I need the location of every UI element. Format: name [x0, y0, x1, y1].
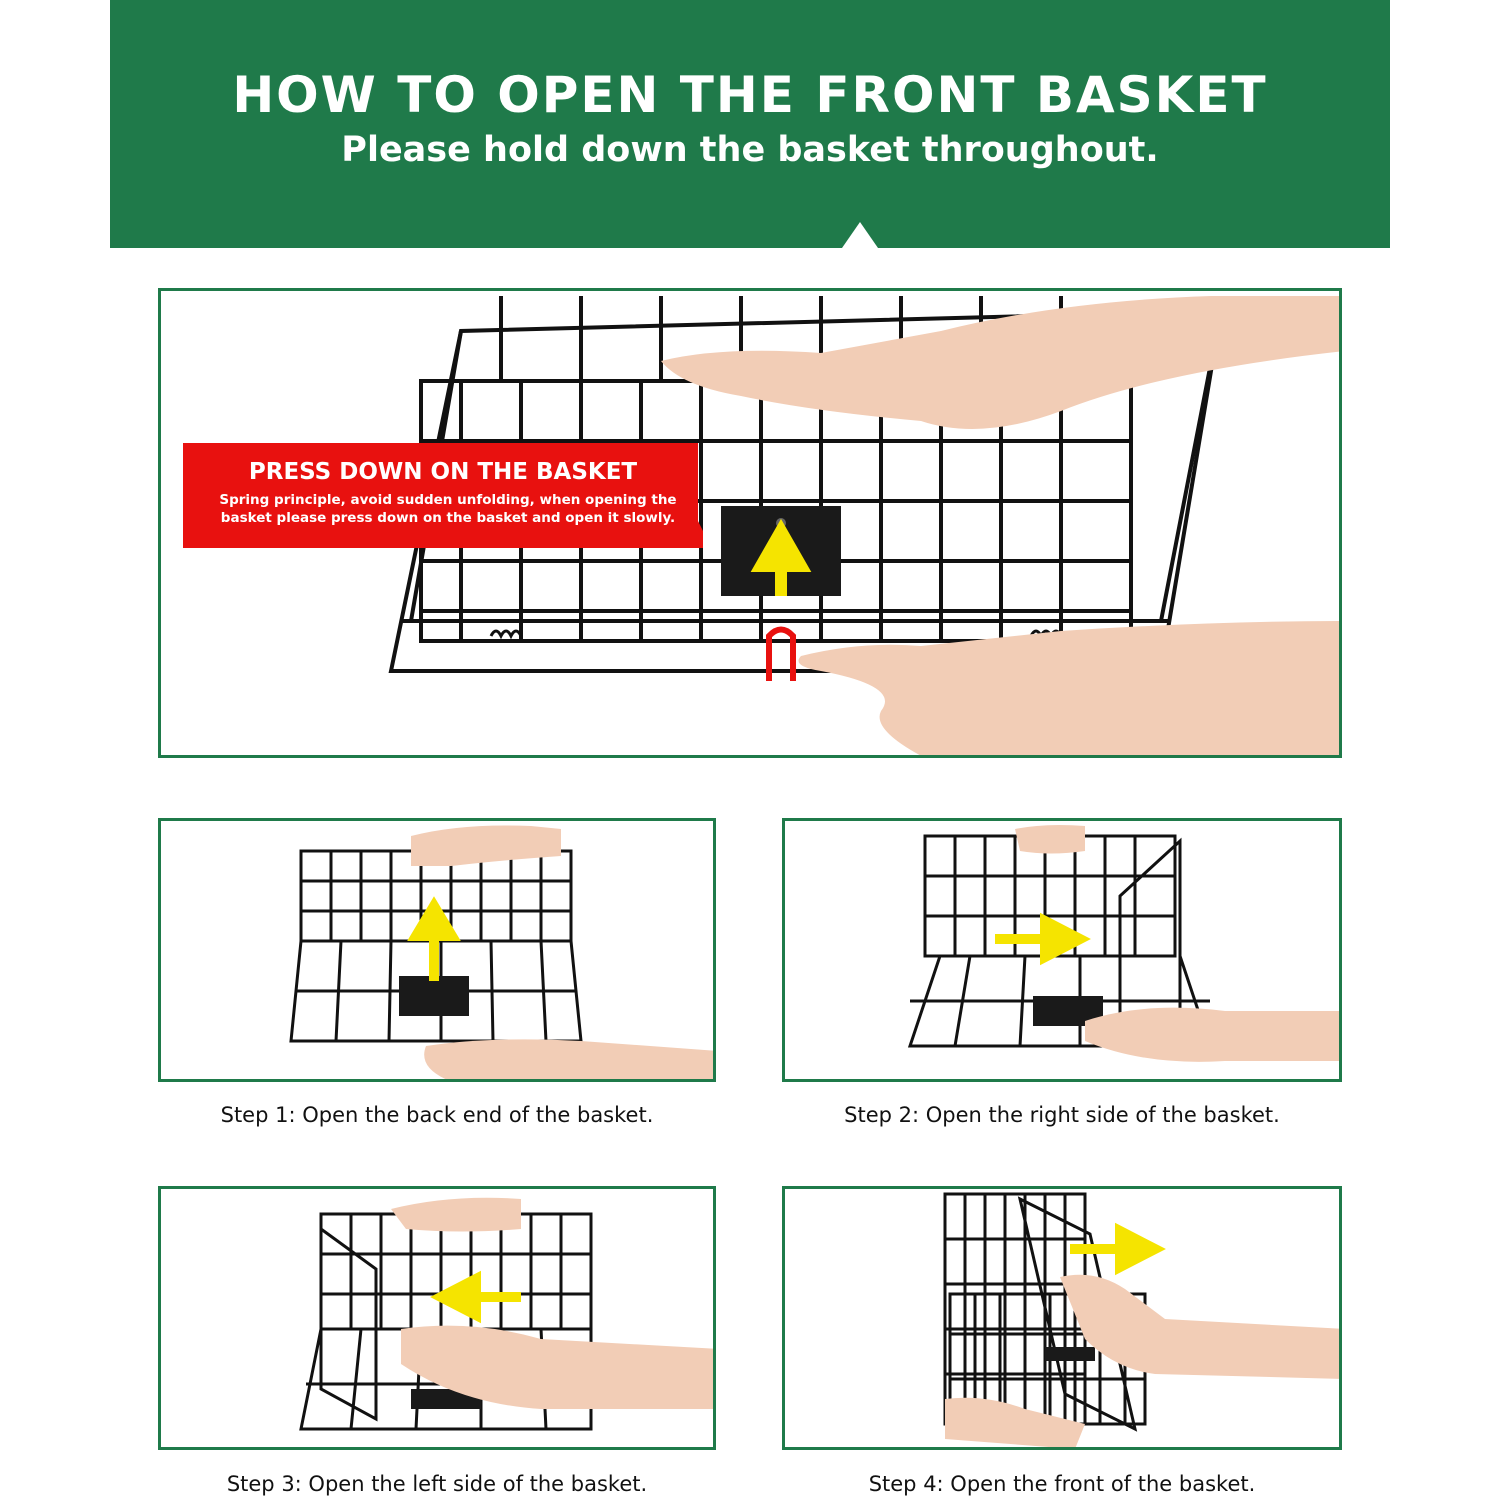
page-title: HOW TO OPEN THE FRONT BASKET [232, 66, 1268, 124]
page-subtitle: Please hold down the basket throughout. [341, 130, 1159, 170]
step-4-panel [782, 1186, 1342, 1450]
header-banner [110, 0, 1390, 248]
banner-notch [842, 222, 878, 248]
step-3-caption: Step 3: Open the left side of the basket. [226, 1472, 648, 1496]
step-4-caption: Step 4: Open the front of the basket. [868, 1472, 1256, 1496]
step-3-illustration [161, 1189, 716, 1450]
step-2-panel [782, 818, 1342, 1082]
step-3-panel [158, 1186, 716, 1450]
step-1-panel [158, 818, 716, 1082]
step-1-caption: Step 1: Open the back end of the basket. [220, 1103, 654, 1127]
step-4-illustration [785, 1189, 1342, 1450]
callout-body: Spring principle, avoid sudden unfolding, when opening the basket please press down on the basket and open it slowly. [219, 492, 677, 526]
press-down-callout [183, 443, 703, 548]
step-1-illustration [161, 821, 716, 1082]
step-2-caption: Step 2: Open the right side of the basket. [844, 1103, 1280, 1127]
callout-title: PRESS DOWN ON THE BASKET [248, 459, 638, 485]
step-2-illustration [785, 821, 1342, 1082]
